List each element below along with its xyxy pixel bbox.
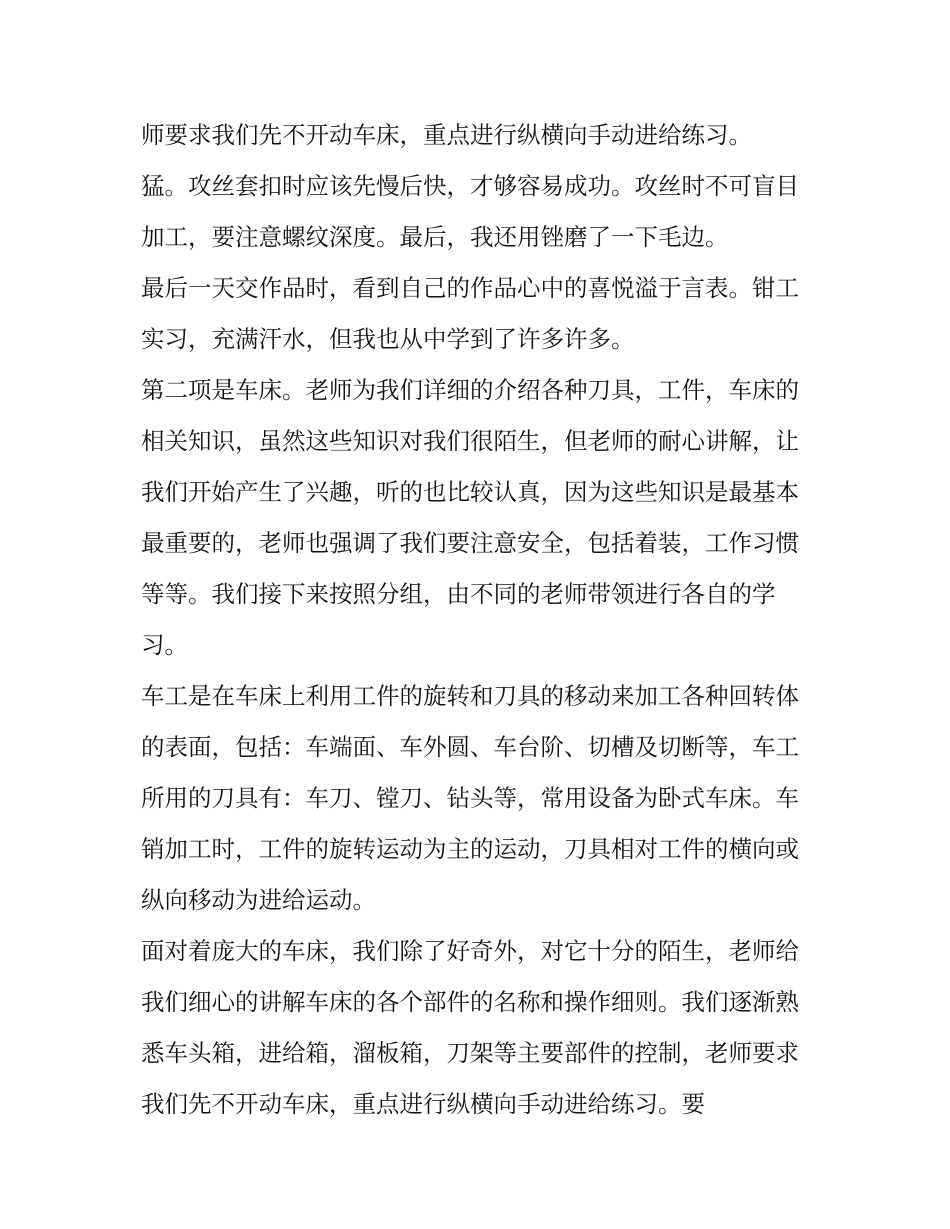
- paragraph-3: 最后一天交作品时，看到自己的作品心中的喜悦溢于言表。钳工实习，充满汗水，但我也从中学到了许多许多。: [141, 274, 799, 353]
- paragraph-4: 第二项是车床。老师为我们详细的介绍各种刀具，工件，车床的相关知识，虽然这些知识对我们很陌生，但老师的耐心讲解，让我们开始产生了兴趣，听的也比较认真，因为这些知识是最基本最重要的，老师也强调了我们要注意安全，包括着装，工作习惯等等。我们接下来按照分组，由不同的老师带领进行各自的学习。: [141, 376, 799, 659]
- paragraph-2: 猛。攻丝套扣时应该先慢后快，才够容易成功。攻丝时不可盲目加工，要注意螺纹深度。最后，我还用锉磨了一下毛边。: [141, 172, 799, 251]
- paragraph-6: 面对着庞大的车床，我们除了好奇外，对它十分的陌生，老师给我们细心的讲解车床的各个部件的名称和操作细则。我们逐渐熟悉车头箱，进给箱，溜板箱，刀架等主要部件的控制，老师要求我们先不开动车床，重点进行纵横向手动进给练习。要: [141, 937, 799, 1118]
- paragraph-1: 师要求我们先不开动车床，重点进行纵横向手动进给练习。: [141, 121, 752, 149]
- paragraph-5: 车工是在车床上利用工件的旋转和刀具的移动来加工各种回转体的表面，包括：车端面、车外圆、车台阶、切槽及切断等，车工所用的刀具有：车刀、镗刀、钻头等，常用设备为卧式车床。车销加工时，工件的旋转运动为主的运动，刀具相对工件的横向或纵向移动为进给运动。: [141, 682, 799, 914]
